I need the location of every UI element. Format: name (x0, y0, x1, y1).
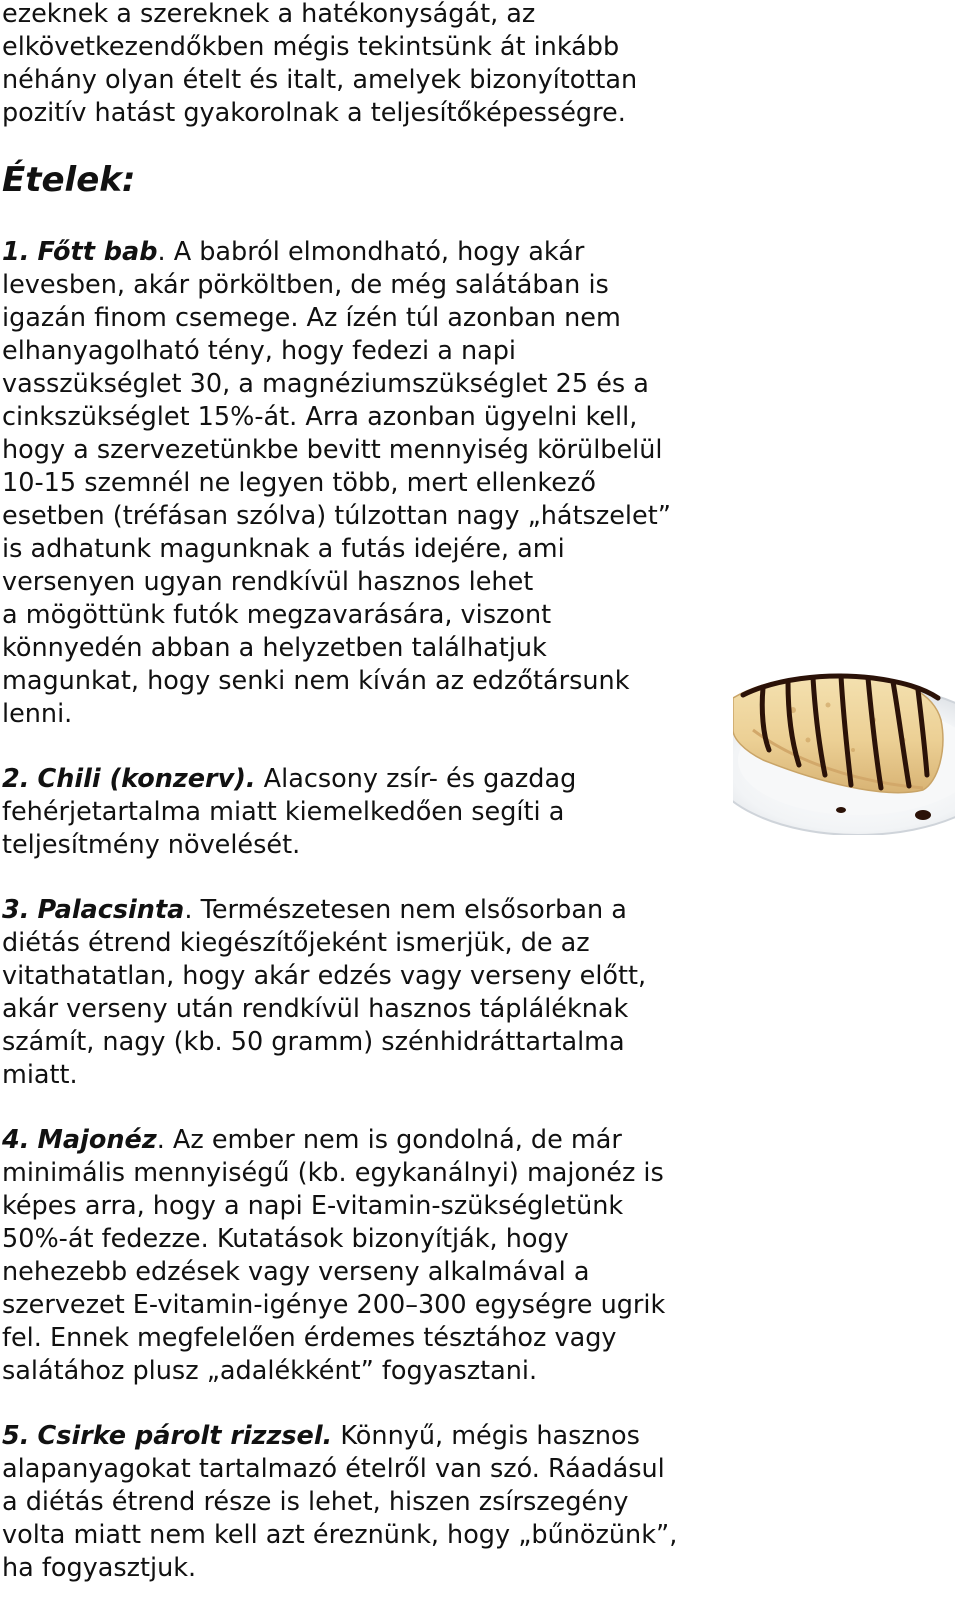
pancake-photo (733, 610, 955, 835)
item-number: 5. (2, 1421, 30, 1451)
item-5-line: ha fogyasztjuk. (2, 1553, 197, 1583)
item-1-line: cinkszükséglet 15%-át. Arra azonban ügyelni kell, (2, 402, 638, 432)
item-title: Majonéz (37, 1125, 157, 1155)
item-4-line: szervezet E-vitamin-igénye 200–300 egységre ugrik (2, 1290, 666, 1320)
item-1-line: lenni. (2, 699, 73, 729)
intro-line: ezeknek a szereknek a hatékonyságát, az (2, 0, 536, 29)
item-4-line: minimális mennyiségű (kb. egykanálnyi) majonéz is (2, 1158, 664, 1188)
item-4-line: nehezebb edzések vagy verseny alkalmával a (2, 1257, 590, 1287)
intro-line: pozitív hatást gyakorolnak a teljesítőképességre. (2, 98, 626, 128)
item-3-line: vitathatatlan, hogy akár edzés vagy verseny előtt, (2, 961, 647, 991)
item-3-first-line (2, 894, 627, 927)
item-number: 2. (2, 764, 30, 794)
item-text: Természetesen nem elsősorban a (192, 895, 627, 925)
section-heading: Ételek: (2, 160, 136, 200)
item-5-line: volta miatt nem kell azt éreznünk, hogy „bűnözünk”, (2, 1520, 678, 1550)
item-1-line: esetben (tréfásan szólva) túlzottan nagy „hátszelet” (2, 501, 671, 531)
item-title-end: . (157, 237, 166, 267)
item-1-line: hogy a szervezetünkbe bevitt mennyiség körülbelül (2, 435, 663, 465)
intro-line: elkövetkezendőkben mégis tekintsünk át inkább (2, 32, 620, 62)
item-title: Palacsinta (37, 895, 185, 925)
item-title: Csirke párolt rizzsel. (37, 1421, 333, 1451)
item-3-line: számít, nagy (kb. 50 gramm) szénhidráttartalma (2, 1027, 625, 1057)
item-5-line: alapanyagokat tartalmazó ételről van szó. Ráadásul (2, 1454, 665, 1484)
item-1-line: versenyen ugyan rendkívül hasznos lehet (2, 567, 534, 597)
item-1-line: könnyedén abban a helyzetben találhatjuk (2, 633, 547, 663)
item-text: A babról elmondható, hogy akár (165, 237, 585, 267)
item-title-end: . (184, 895, 193, 925)
item-4-line: fel. Ennek megfelelően érdemes tésztához vagy (2, 1323, 617, 1353)
item-title-end: . (156, 1125, 165, 1155)
item-5-line: a diétás étrend része is lehet, hiszen zsírszegény (2, 1487, 629, 1517)
item-4-line: 50%-át fedezze. Kutatások bizonyítják, hogy (2, 1224, 569, 1254)
item-title: Chili (konzerv). (37, 764, 256, 794)
item-text: Alacsony zsír- és gazdag (255, 764, 577, 794)
item-number: 3. (2, 895, 30, 925)
item-4-line: képes arra, hogy a napi E-vitamin-szükségletünk (2, 1191, 624, 1221)
item-title: Főtt bab (37, 237, 158, 267)
item-1-line: a mögöttünk futók megzavarására, viszont (2, 600, 552, 630)
item-5-first-line (2, 1420, 640, 1453)
pancake-illustration (733, 610, 955, 835)
item-number: 1. (2, 237, 30, 267)
item-3-line: akár verseny után rendkívül hasznos tápláléknak (2, 994, 629, 1024)
item-1-first-line (2, 236, 584, 269)
item-1-line: elhanyagolható tény, hogy fedezi a napi (2, 336, 517, 366)
item-text: Könnyű, mégis hasznos (332, 1421, 640, 1451)
item-2-line: teljesítmény növelését. (2, 830, 301, 860)
item-3-line: miatt. (2, 1060, 78, 1090)
intro-line: néhány olyan ételt és italt, amelyek bizonyítottan (2, 65, 638, 95)
item-4-line: salátához plusz „adalékként” fogyasztani. (2, 1356, 538, 1386)
item-1-line: vasszükséglet 30, a magnéziumszükséglet 25 és a (2, 369, 649, 399)
item-1-line: igazán finom csemege. Az ízén túl azonban nem (2, 303, 621, 333)
item-2-line: fehérjetartalma miatt kiemelkedően segíti a (2, 797, 565, 827)
item-1-line: is adhatunk magunknak a futás idejére, ami (2, 534, 565, 564)
item-number: 4. (2, 1125, 30, 1155)
item-1-line: magunkat, hogy senki nem kíván az edzőtársunk (2, 666, 630, 696)
item-text: Az ember nem is gondolná, de már (164, 1125, 622, 1155)
item-1-line: levesben, akár pörköltben, de még salátában is (2, 270, 609, 300)
item-1-line: 10-15 szemnél ne legyen több, mert ellenkező (2, 468, 596, 498)
item-2-first-line (2, 763, 576, 796)
item-3-line: diétás étrend kiegészítőjeként ismerjük, de az (2, 928, 590, 958)
item-4-first-line (2, 1124, 622, 1157)
